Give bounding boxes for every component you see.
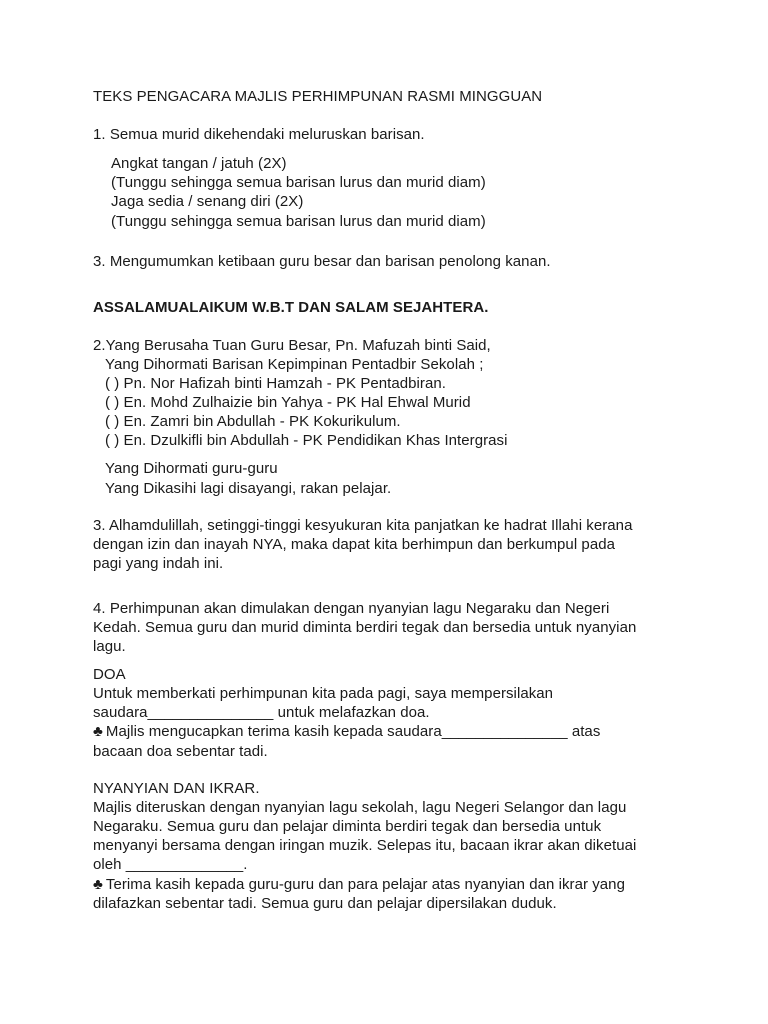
item-4-line: 4. Perhimpunan akan dimulakan dengan nyanyian lagu Negaraku dan Negeri	[93, 600, 610, 617]
doa-line: bacaan doa sebentar tadi.	[93, 743, 268, 760]
item-3-line: 3. Alhamdulillah, setinggi-tinggi kesyukuran kita panjatkan ke hadrat Illahi kerana	[93, 517, 633, 534]
nyanyian-line: Negaraku. Semua guru dan pelajar diminta berdiri tegak dan bersedia untuk	[93, 818, 602, 835]
item-4-line: lagu.	[93, 638, 126, 655]
item-2-line: Yang Dihormati Barisan Kepimpinan Pentadbir Sekolah ;	[105, 356, 484, 373]
item-1-line: Angkat tangan / jatuh (2X)	[111, 155, 287, 172]
doa-bullet-text: Majlis mengucapkan terima kasih kepada saudara_______________ atas	[105, 723, 601, 740]
officer-line: ( ) En. Mohd Zulhaizie bin Yahya - PK Hal Ehwal Murid	[105, 394, 471, 411]
nyanyian-bullet-line	[93, 875, 625, 894]
officer-line: ( ) Pn. Nor Hafizah binti Hamzah - PK Pentadbiran.	[105, 375, 446, 392]
item-1-heading: 1. Semua murid dikehendaki meluruskan barisan.	[93, 126, 425, 143]
greeting-heading: ASSALAMUALAIKUM W.B.T DAN SALAM SEJAHTERA.	[93, 299, 489, 316]
doa-line: saudara_______________ untuk melafazkan doa.	[93, 704, 430, 721]
nyanyian-line: Majlis diteruskan dengan nyanyian lagu sekolah, lagu Negeri Selangor dan lagu	[93, 799, 627, 816]
club-bullet-icon: ♣	[93, 876, 103, 893]
doa-heading: DOA	[93, 666, 126, 683]
document-title: TEKS PENGACARA MAJLIS PERHIMPUNAN RASMI MINGGUAN	[93, 88, 543, 105]
item-4-line: Kedah. Semua guru dan murid diminta berdiri tegak dan bersedia untuk nyanyian	[93, 619, 637, 636]
item-3-announcement: 3. Mengumumkan ketibaan guru besar dan barisan penolong kanan.	[93, 253, 551, 270]
item-1-line: Jaga sedia / senang diri (2X)	[111, 193, 304, 210]
nyanyian-line: oleh ______________.	[93, 856, 248, 873]
nyanyian-heading: NYANYIAN DAN IKRAR.	[93, 780, 260, 797]
nyanyian-line: menyanyi bersama dengan iringan muzik. Selepas itu, bacaan ikrar akan diketuai	[93, 837, 637, 854]
students-greeting: Yang Dikasihi lagi disayangi, rakan pelajar.	[105, 480, 392, 497]
doa-line: Untuk memberkati perhimpunan kita pada pagi, saya mempersilakan	[93, 685, 554, 702]
item-1-line: (Tunggu sehingga semua barisan lurus dan murid diam)	[111, 174, 486, 191]
item-3-line: pagi yang indah ini.	[93, 555, 224, 572]
item-3-line: dengan izin dan inayah NYA, maka dapat kita berhimpun dan berkumpul pada	[93, 536, 615, 553]
nyanyian-line: dilafazkan sebentar tadi. Semua guru dan pelajar dipersilakan duduk.	[93, 895, 557, 912]
item-2-line: 2.Yang Berusaha Tuan Guru Besar, Pn. Mafuzah binti Said,	[93, 337, 491, 354]
teachers-greeting: Yang Dihormati guru-guru	[105, 460, 278, 477]
officer-line: ( ) En. Dzulkifli bin Abdullah - PK Pendidikan Khas Intergrasi	[105, 432, 508, 449]
officer-line: ( ) En. Zamri bin Abdullah - PK Kokurikulum.	[105, 413, 401, 430]
nyanyian-bullet-text: Terima kasih kepada guru-guru dan para pelajar atas nyanyian dan ikrar yang	[105, 876, 625, 893]
doa-bullet-line	[93, 722, 600, 741]
club-bullet-icon: ♣	[93, 723, 103, 740]
item-1-line: (Tunggu sehingga semua barisan lurus dan murid diam)	[111, 213, 486, 230]
